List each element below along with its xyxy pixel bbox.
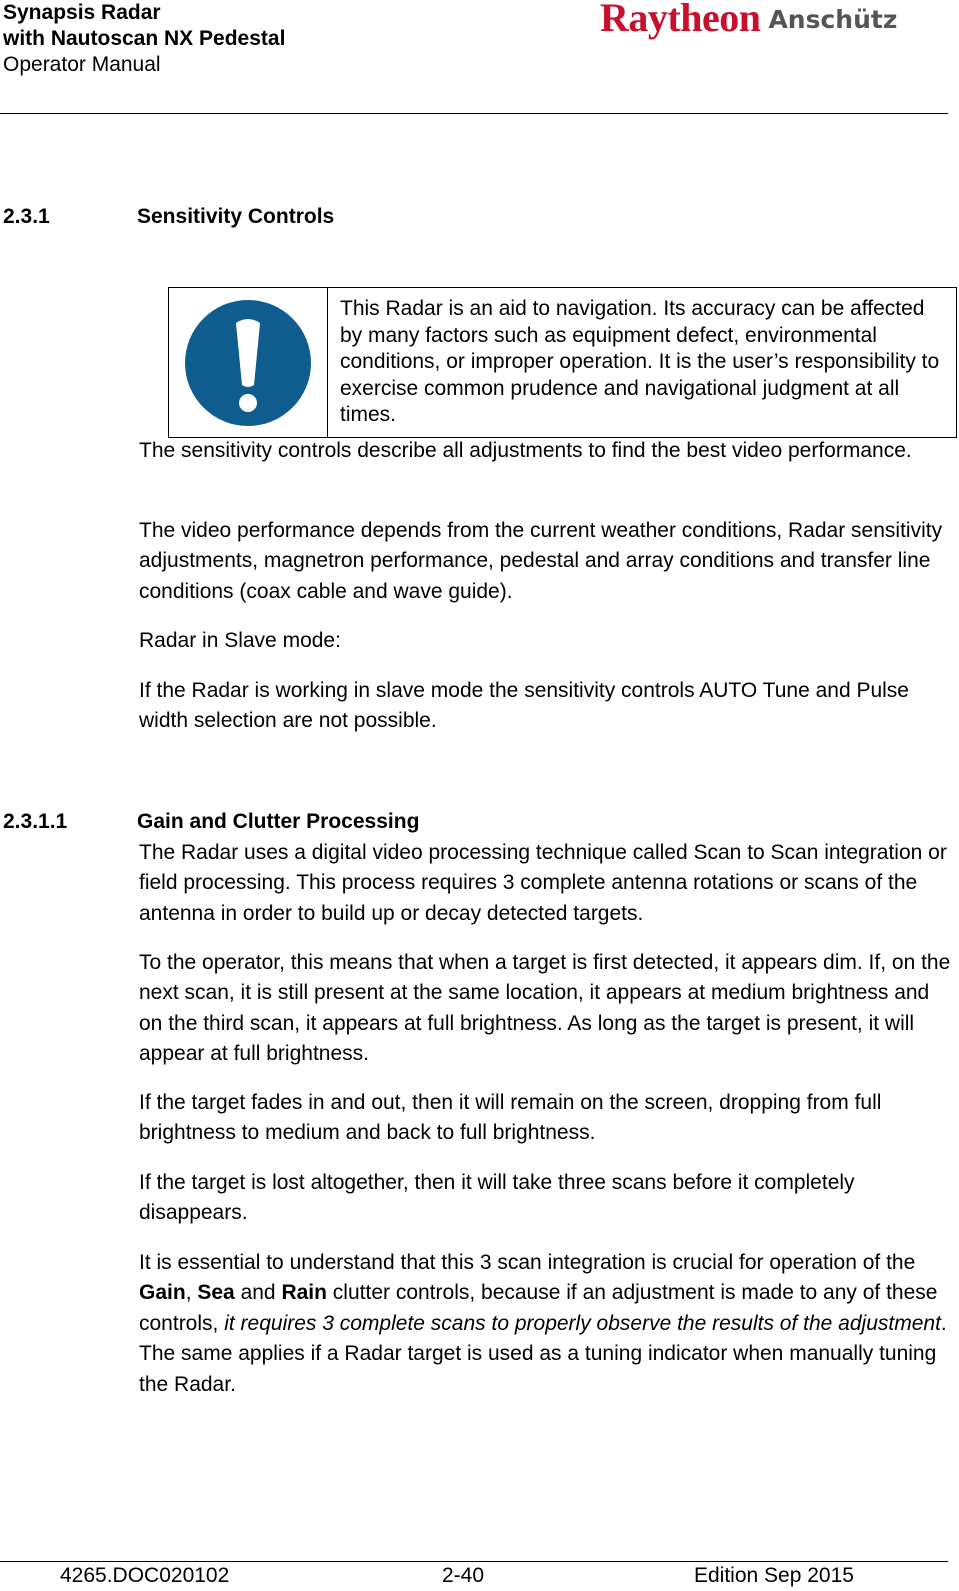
paragraph: The sensitivity controls describe all adjustments to find the best video performance.	[139, 439, 912, 462]
paragraph: The Radar uses a digital video processing technique called Scan to Scan integration or field processing. This process requires 3 complete antenna rotations or scans of the antenna in order to build up or decay detected targets.	[139, 841, 947, 925]
header-title-line1: Synapsis Radar	[3, 1, 161, 24]
sea-term: Sea	[197, 1281, 235, 1305]
section-number: 2.3.1	[3, 205, 50, 228]
section-title: Sensitivity Controls	[137, 205, 335, 228]
subsection-number: 2.3.1.1	[3, 810, 68, 833]
rain-term: Rain	[281, 1281, 327, 1305]
notice-text: This Radar is an aid to navigation. Its accuracy can be affected by many factors such as equipment defect, environmental conditions, or improper operation. It is the user’s responsibility to exercise common prudence and navigational judgment at all times.	[340, 297, 940, 426]
paragraph: Radar in Slave mode:	[139, 629, 341, 652]
notice-box	[168, 287, 957, 438]
paragraph: To the operator, this means that when a target is first detected, it appears dim. If, on the next scan, it is still present at the same location, it appears at medium brightness and on the third scan, it appears at full brightness. As long as the target is present, it will appear at full brightness.	[139, 951, 951, 1066]
paragraph: If the target is lost altogether, then it will take three scans before it completely disappears.	[139, 1171, 855, 1225]
paragraph: If the Radar is working in slave mode the sensitivity controls AUTO Tune and Pulse width selection are not possible.	[139, 679, 909, 733]
paragraph: The video performance depends from the current weather conditions, Radar sensitivity adjustments, magnetron performance, pedestal and array conditions and transfer line conditions (coax cable and wave guide).	[139, 519, 943, 603]
logo-brand: Raytheon	[600, 0, 761, 40]
notice-icon-cell	[169, 288, 328, 437]
paragraph-emphasis: It is essential to understand that this 3 scan integration is crucial for operation of the Gain, Sea and Rain clutter controls, because if an adjustment is made to any of these controls, it requires 3 complete scans to properly observe the results of the adjustment. The same applies if a Radar target is used as a tuning indicator when manually tuning the Radar.	[139, 1251, 947, 1396]
subsection-title: Gain and Clutter Processing	[137, 810, 420, 833]
footer-page-number: 2-40	[442, 1564, 485, 1587]
document-header	[3, 0, 285, 78]
exclamation-circle-icon	[184, 299, 312, 427]
emphasis-italic: it requires 3 complete scans to properly observe the results of the adjustment	[224, 1311, 941, 1335]
header-title-line2: with Nautoscan NX Pedestal	[3, 27, 286, 50]
footer-doc-number: 4265.DOC020102	[60, 1564, 230, 1587]
header-subtitle: Operator Manual	[3, 53, 161, 76]
footer-divider	[0, 1561, 948, 1562]
footer-edition: Edition Sep 2015	[694, 1564, 854, 1587]
logo-sub: Anschütz	[768, 5, 898, 34]
paragraph: If the target fades in and out, then it will remain on the screen, dropping from full brightness to medium and back to full brightness.	[139, 1091, 882, 1145]
header-divider	[0, 113, 948, 114]
company-logo	[600, 0, 897, 40]
gain-term: Gain	[139, 1281, 186, 1305]
